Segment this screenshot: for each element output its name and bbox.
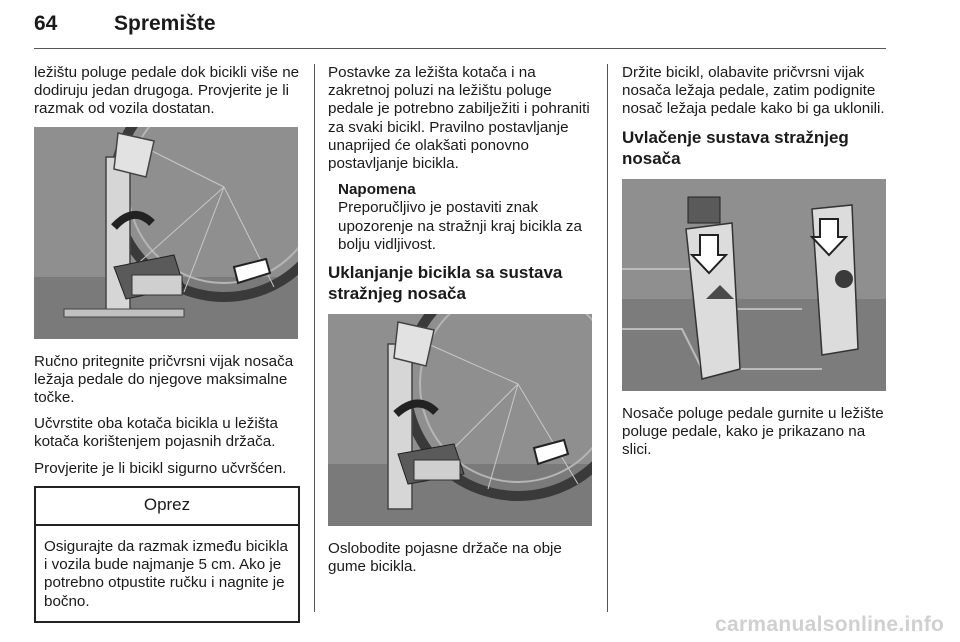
header-divider: [34, 48, 886, 49]
column-middle: [328, 64, 594, 584]
section-heading: Uklanjanje bicikla sa sustava stražnjeg nosača: [328, 263, 563, 304]
caution-box: [34, 486, 300, 623]
note-title: Napomena: [338, 181, 416, 199]
caution-title: Oprez: [36, 488, 298, 526]
paragraph: Ručno pritegnite pričvrsni vijak nosača ležaja pedale do njegove maksimalne točke.: [34, 352, 294, 407]
column-divider: [607, 64, 608, 612]
paragraph: Učvrstite oba kotača bicikla u ležišta kotača korištenjem pojasnih držača.: [34, 415, 278, 451]
section-heading: Uvlačenje sustava stražnjeg nosača: [622, 127, 849, 168]
paragraph: Držite bicikl, olabavite pričvrsni vijak nosača ležaja pedale, zatim podignite nosač ležaja pedale kako bi ga uklonili.: [622, 64, 885, 118]
page-number: 64: [34, 12, 58, 35]
figure-retract-carrier: [622, 179, 886, 391]
column-right: [622, 64, 888, 467]
note-block: [328, 181, 594, 254]
figure-bike-pedale-clamp: [34, 127, 298, 339]
note-text: Preporučljivo je postaviti znak upozorenje na stražnji kraj bicikla za bolju vidljivost.: [338, 199, 582, 253]
page-header: [34, 6, 886, 46]
paragraph: Nosače poluge pedale gurnite u ležište poluge pedale, kako je prikazano na slici.: [622, 404, 884, 459]
paragraph: Oslobodite pojasne držače na obje gume bicikla.: [328, 540, 562, 576]
column-divider: [314, 64, 315, 612]
watermark: carmanualsonline.info: [715, 613, 945, 636]
caution-text: Osigurajte da razmak između bicikla i vozila bude najmanje 5 cm. Ako je potrebno otpustite ručku i nagnite je bočno.: [44, 538, 288, 610]
figure-release-strap: [328, 314, 592, 526]
paragraph: Provjerite je li bicikl sigurno učvršćen.: [34, 459, 287, 477]
paragraph: Postavke za ležišta kotača i na zakretnoj poluzi na ležištu poluge pedale je potrebno zabilježiti i pohraniti za svaki bicikl. Pravilno postavljanje unaprijed će olakšati ponovno postavljanje bicikla.: [328, 64, 590, 173]
column-left: [34, 64, 300, 623]
page-title: Spremište: [114, 12, 216, 35]
paragraph: ležištu poluge pedale dok bicikli više ne dodiruju jedan drugoga. Provjerite je li razmak od vozila dostatan.: [34, 64, 300, 118]
